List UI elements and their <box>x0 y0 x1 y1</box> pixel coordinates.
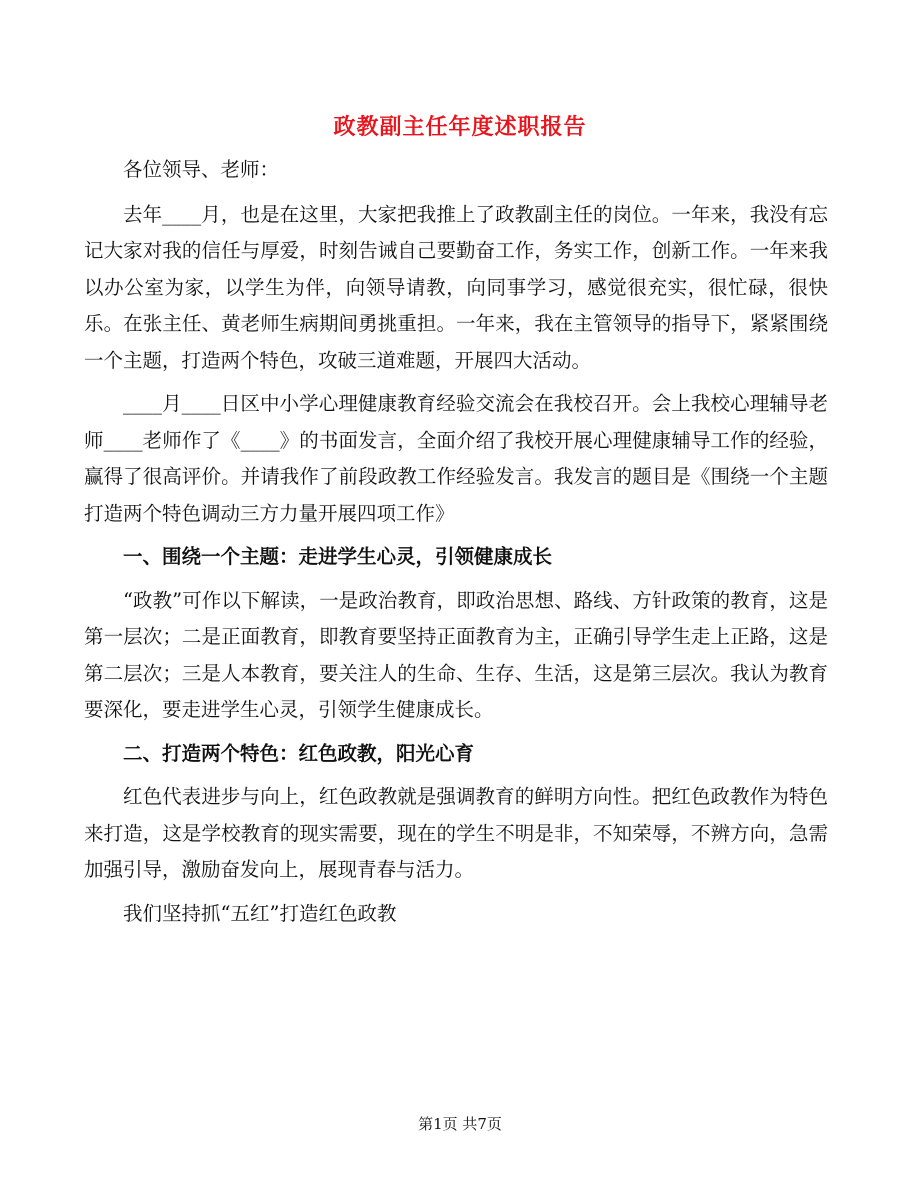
page-number-footer: 第1页 共7页 <box>418 1115 502 1133</box>
document-body <box>84 152 828 939</box>
section-paragraph-1: “政教”可作以下解读，一是政治教育，即政治思想、路线、方针政策的教育，这是第一层次；二是正面教育，即教育要坚持正面教育为主，正确引导学生走上正路，这是第二层次；三是人本教育，要关注人的生命、生存、生活，这是第三层次。我认为教育要深化，要走进学生心灵，引领学生健康成长。 <box>84 588 828 721</box>
paragraph-exchange-meeting: ____月____日区中小学心理健康教育经验交流会在我校召开。会上我校心理辅导老师____老师作了《____》的书面发言，全面介绍了我校开展心理健康辅导工作的经验，赢得了很高评价。并请我作了前段政教工作经验发言。我发言的题目是《围绕一个主题打造两个特色调动三方力量开展四项工作》 <box>84 392 828 525</box>
section-heading-1: 一、围绕一个主题：走进学生心灵，引领健康成长 <box>123 545 553 568</box>
document-title: 政教副主任年度述职报告 <box>333 114 587 140</box>
paragraph-intro: 去年____月，也是在这里，大家把我推上了政教副主任的岗位。一年来，我没有忘记大家对我的信任与厚爱，时刻告诫自己要勤奋工作，务实工作，创新工作。一年来我以办公室为家，以学生为伴，向领导请教，向同事学习，感觉很充实，很忙碌，很快乐。在张主任、黄老师生病期间勇挑重担。一年来，我在主管领导的指导下，紧紧围绕一个主题，打造两个特色，攻破三道难题，开展四大活动。 <box>84 202 828 372</box>
salutation: 各位领导、老师： <box>123 158 280 181</box>
section-paragraph-2: 红色代表进步与向上，红色政教就是强调教育的鲜明方向性。把红色政教作为特色来打造，这是学校教育的现实需要，现在的学生不明是非，不知荣辱，不辨方向，急需加强引导，激励奋发向上，展现青春与活力。 <box>84 785 828 881</box>
section-heading-2: 二、打造两个特色：红色政教，阳光心育 <box>123 741 475 765</box>
closing-line: 我们坚持抓“五红”打造红色政教 <box>123 901 397 925</box>
